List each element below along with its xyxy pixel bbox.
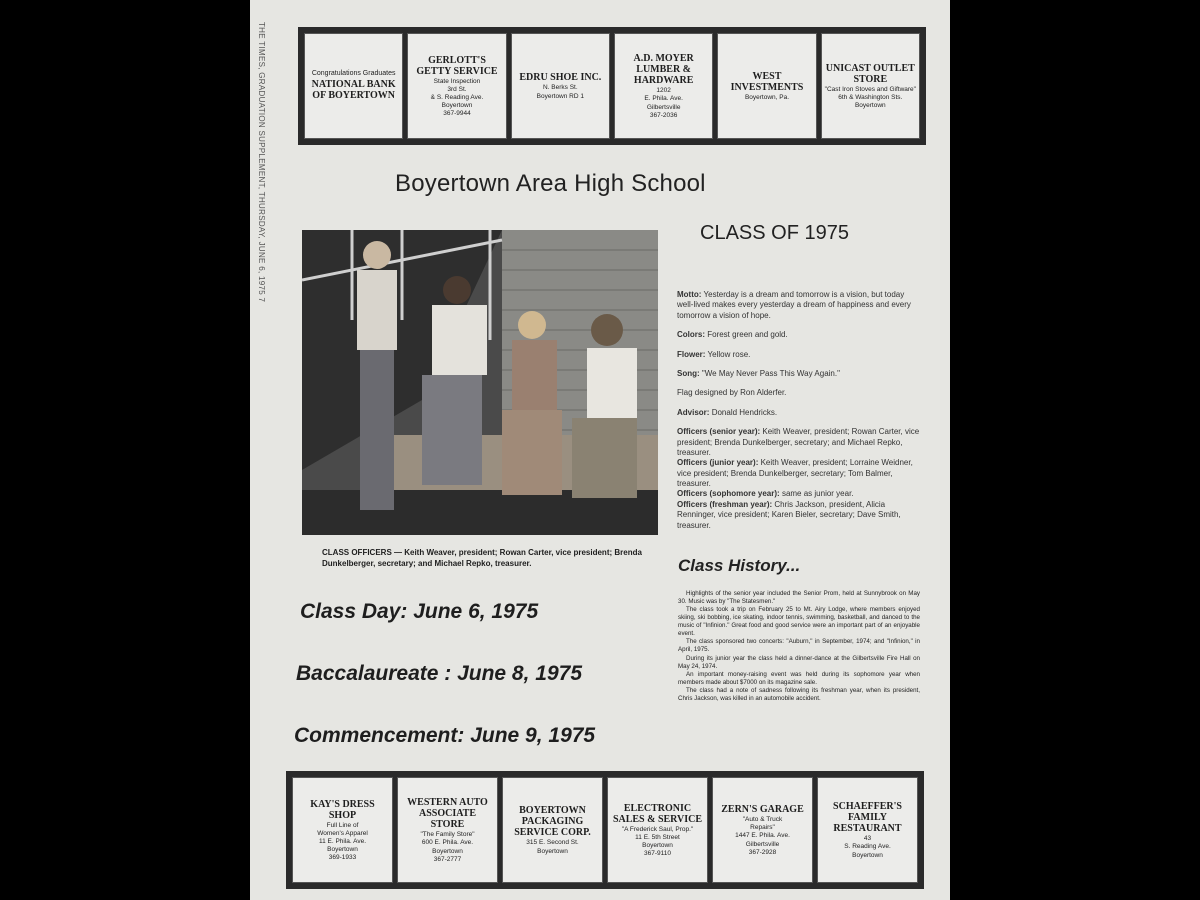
spine-text: THE TIMES, GRADUATION SUPPLEMENT, THURSDAY, JUNE 6, 1975 7 — [257, 22, 266, 303]
ad-detail: 3rd St. — [447, 85, 467, 93]
colors-label: Colors: — [677, 330, 705, 340]
ad-detail: 367-2928 — [748, 848, 777, 856]
ad-detail: "Auto & Truck — [742, 816, 783, 824]
ad-boyertown-packaging — [502, 777, 603, 883]
ad-detail: 11 E. Phila. Ave. — [318, 837, 367, 845]
ad-detail: 1202 — [656, 87, 671, 95]
ad-detail: 11 E. 5th Street — [635, 833, 680, 841]
ad-name: WESTERN AUTO ASSOCIATE STORE — [407, 797, 488, 831]
ad-detail: 369-1933 — [328, 854, 357, 862]
motto-label: Motto: — [677, 290, 702, 299]
ad-name: A.D. MOYER LUMBER & HARDWARE — [633, 53, 694, 87]
sophomore-officers-label: Officers (sophomore year): — [677, 489, 780, 499]
ad-detail: 315 E. Second St. — [526, 839, 579, 847]
senior-officers-text: Keith Weaver, president; Rowan Carter, vice president; Brenda Dunkelberger, secretary; and Michael Repko, treasurer. — [677, 427, 920, 457]
ad-detail: Boyertown, Pa. — [744, 93, 790, 101]
commencement-date: Commencement: June 9, 1975 — [294, 724, 596, 747]
history-paragraph: Highlights of the senior year included the Senior Prom, held at Sunnybrook on May 30. Music was by "The Statesmen." — [678, 590, 920, 606]
ad-detail: Boyertown RD 1 — [536, 92, 584, 100]
sophomore-officers — [677, 489, 922, 499]
ad-name: EDRU SHOE INC. — [519, 72, 602, 84]
ad-detail: N. Berks St. — [542, 84, 578, 92]
ad-detail: Gilbertsville — [745, 840, 780, 848]
class-day-date: Class Day: June 6, 1975 — [300, 600, 539, 623]
ad-detail: 600 E. Phila. Ave. — [421, 839, 474, 847]
ad-detail: 1447 E. Phila. Ave. — [735, 832, 790, 840]
ad-detail: 367-9944 — [443, 110, 471, 118]
advisor-label: Advisor: — [677, 407, 710, 417]
ad-detail: Full Line of — [326, 821, 359, 829]
ad-detail: Boyertown — [432, 847, 463, 855]
junior-officers-text: Keith Weaver, president; Lorraine Weidner, vice president; Brenda Dunkelberger, secretary; Tom Balmer, treasurer. — [677, 458, 913, 489]
page-title: Boyertown Area High School — [395, 170, 706, 197]
advisor-text: Donald Hendricks. — [711, 407, 778, 417]
flower-text: Yellow rose. — [707, 349, 751, 359]
motto-text: Yesterday is a dream and tomorrow is a vision, but today well-lived makes every yesterday a dream of happiness and every tomorrow a vision of hope. — [677, 290, 911, 320]
ad-name: ELECTRONIC SALES & SERVICE — [612, 802, 703, 825]
advisor-line — [677, 408, 922, 418]
ad-name: SCHAEFFER'S FAMILY RESTAURANT — [833, 801, 902, 835]
ad-detail: Women's Apparel — [317, 829, 368, 837]
history-paragraph: During its junior year the class held a dinner-dance at the Gilbertsville Fire Hall on May 24, 1974. — [678, 654, 920, 670]
ad-name: GERLOTT'S GETTY SERVICE — [416, 54, 498, 77]
ad-western-auto — [397, 777, 498, 883]
history-paragraph: The class had a note of sadness following its freshman year, when its president, Chris Jackson, was killed in an automobile accident. — [678, 686, 920, 702]
ad-detail: E. Phila. Ave. — [644, 95, 683, 103]
ad-name: UNICAST OUTLET STORE — [825, 62, 915, 85]
class-history-heading: Class History... — [678, 556, 801, 575]
ad-name: WEST INVESTMENTS — [730, 70, 804, 93]
ad-detail: "Cast Iron Stoves and Giftware" — [824, 85, 916, 93]
ad-detail: Repairs" — [750, 824, 775, 832]
class-officers-photo — [302, 230, 658, 535]
junior-officers — [677, 458, 922, 489]
ad-name: NATIONAL BANK OF BOYERTOWN — [311, 79, 396, 102]
photo-caption: CLASS OFFICERS — Keith Weaver, president; Rowan Carter, vice president; Brenda Dunkelberger, secretary; and Michael Repko, treasurer. — [322, 548, 642, 568]
ad-detail: 6th & Washington Sts. — [838, 93, 903, 101]
ad-detail: 367-2777 — [433, 855, 462, 863]
photo-illustration — [302, 230, 658, 535]
ad-detail: S. Reading Ave. — [844, 843, 891, 851]
ad-detail: Boyertown — [642, 842, 673, 849]
class-history — [678, 590, 920, 703]
ad-detail: Boyertown — [537, 847, 568, 855]
flower-label: Flower: — [677, 349, 706, 359]
senior-officers — [677, 427, 922, 458]
ad-detail: 367-2036 — [649, 111, 678, 119]
top-ad-row — [298, 27, 926, 145]
ad-schaeffers-restaurant — [817, 777, 918, 883]
sophomore-officers-text: same as junior year. — [781, 489, 854, 499]
history-paragraph: The class sponsored two concerts: "Auburn," in September, 1974; and "Infinion," in April, 1975. — [678, 638, 920, 654]
ad-gerlotts-getty — [407, 33, 506, 139]
junior-officers-label: Officers (junior year): — [677, 458, 759, 468]
song-label: Song: — [677, 368, 700, 378]
ad-name: BOYERTOWN PACKAGING SERVICE CORP. — [514, 805, 591, 839]
freshman-officers — [677, 500, 922, 531]
bottom-ad-row — [286, 771, 924, 889]
class-of-heading: CLASS OF 1975 — [700, 222, 849, 244]
ad-detail: 43 — [863, 835, 872, 843]
flower-line — [677, 350, 922, 360]
song-text: "We May Never Pass This Way Again." — [701, 368, 840, 378]
class-info — [677, 290, 922, 531]
ad-national-bank — [304, 33, 403, 139]
ad-detail: Boyertown — [854, 102, 886, 110]
ad-unicast-outlet — [821, 33, 920, 139]
colors-text: Forest green and gold. — [707, 330, 788, 340]
ad-electronic-sales — [607, 777, 708, 883]
history-paragraph: The class took a trip on February 25 to Mt. Airy Lodge, where members enjoyed skiing, ski bobbing, ice skating, indoor tennis, swimming, basketball, and danced to the music of "Infinion." Great food and good service were an important part of an enjoyable event. — [678, 606, 920, 638]
ad-detail: State Inspection — [433, 77, 481, 85]
freshman-officers-label: Officers (freshman year): — [677, 499, 773, 509]
baccalaureate-date: Baccalaureate : June 8, 1975 — [296, 662, 583, 685]
colors-line — [677, 330, 922, 340]
flag-line: Flag designed by Ron Alderfer. — [677, 388, 787, 398]
ad-detail: Boyertown — [852, 851, 883, 859]
ad-name: ZERN'S GARAGE — [721, 804, 804, 816]
ad-intro: Congratulations Graduates — [311, 69, 396, 77]
ad-detail: Boyertown — [327, 846, 358, 854]
senior-officers-label: Officers (senior year): — [677, 427, 761, 437]
ad-detail: "A Frederick Saul, Prop." — [621, 825, 694, 833]
ad-detail: & S. Reading Ave. — [430, 93, 484, 101]
song-line — [677, 369, 922, 379]
motto-line — [677, 290, 922, 321]
ad-kays-dress-shop — [292, 777, 393, 883]
ad-name: KAY'S DRESS SHOP — [310, 798, 375, 821]
ad-detail: Boyertown — [441, 102, 473, 110]
ad-detail: Gilbertsville — [646, 103, 681, 111]
ad-detail: 367-9110 — [644, 850, 671, 858]
ad-detail: "The Family Store" — [420, 831, 475, 839]
ad-ad-moyer-lumber — [614, 33, 713, 139]
history-paragraph: An important money-raising event was held during its sophomore year when members made about $7000 on its magazine sale. — [678, 670, 920, 686]
ad-west-investments — [717, 33, 816, 139]
ad-zerns-garage — [712, 777, 813, 883]
freshman-officers-text: Chris Jackson, president, Alicia Renninger, vice president; Karen Bieler, secretary; Dave Smith, treasurer. — [677, 499, 901, 530]
ad-edru-shoe — [511, 33, 610, 139]
